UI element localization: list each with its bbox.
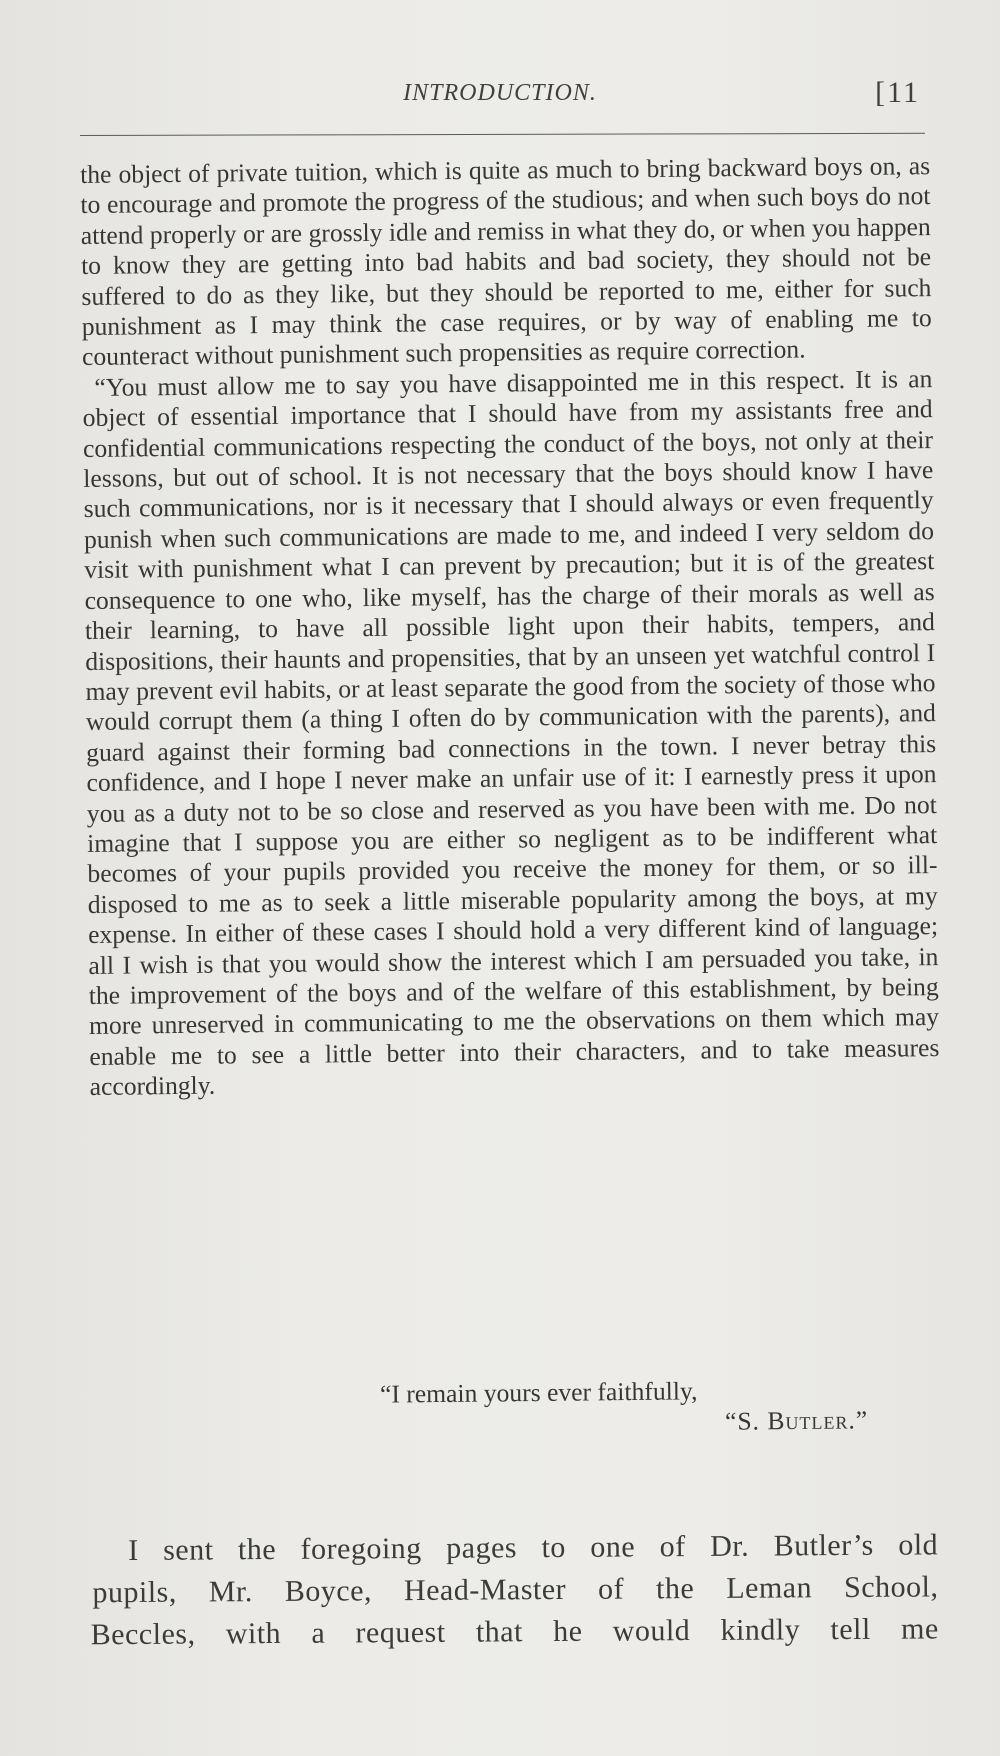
letter-signature: “S. Butler.” — [724, 1405, 869, 1436]
header-rule — [80, 133, 925, 136]
letter-paragraph-2: “You must allow me to say you have disappointed me in this respect. It is an object of essential importance that I should have from my assistants free and confidential communications respecting the conduct of the boys, not only at their lessons, but out of school. It is not necessary that the boys should know I have such communications, nor is it necessary that I should always or even frequently punish when such communications are made to me, and indeed I very seldom do visit with punishment what I can prevent by precaution; but it is of the greatest consequence to one who, like myself, has the charge of their morals as well as their learning, to have all possible light upon their habits, tempers, and dispositions, their haunts and propensities, that by an unseen yet watchful control I may prevent evil habits, or at least separate the good from the society of those who would corrupt them (a thing I often do by communication with the parents), and guard against their forming bad connections in the town. I never betray this confidence, and I hope I never make an unfair use of it: I earnestly press it upon you as a duty not to be so close and reserved as you have been with me. Do not imagine that I suppose you are either so negligent as to be indifferent what becomes of your pupils provided you receive the money for them, or so ill-disposed to me as to seek a little miserable popularity among the boys, at my expense. In either of these cases I should hold a very different kind of language; all I wish is that you would show the interest which I am persuaded you take, in the improvement of the boys and of the welfare of this establishment, by being more unreserved in communicating to me the observations on them which may enable me to see a little better into their characters, and to take measures accordingly. — [82, 363, 940, 1102]
page-header — [80, 76, 920, 120]
letter-body — [80, 151, 940, 1102]
narrative-line-1: I sent the foregoing pages to one of Dr. Butler’s old — [128, 1528, 939, 1567]
narrative-line-3: Beccles, with a request that he would kindly tell me — [90, 1612, 939, 1652]
running-title: INTRODUCTION. — [403, 80, 597, 106]
letter-closing: “I remain yours ever faithfully, — [379, 1376, 698, 1409]
narrative-line-2: pupils, Mr. Boyce, Head-Master of the Leman School, — [92, 1570, 939, 1610]
narrative-paragraph — [90, 1524, 939, 1656]
letter-paragraph-1: the object of private tuition, which is quite as much to bring backward boys on, as to encourage and promote the progress of the studious; and when such boys do not attend properly or are grossly idle and remiss in what they do, or when you happen to know they are getting into bad habits and bad society, they should not be suffered to do as they like, but they should be reported to me, either for such punishment as I may think the case requires, or by way of enabling me to counteract without punishment such propensities as require correction. — [80, 151, 932, 372]
page-number: [11 — [875, 76, 920, 109]
